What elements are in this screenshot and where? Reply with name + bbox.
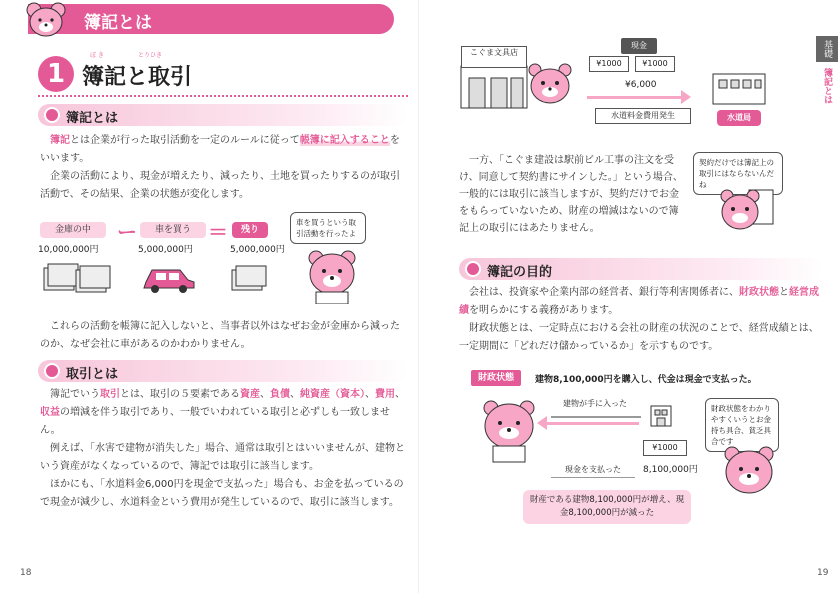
equals-sign: ＝ xyxy=(208,220,228,244)
keyword-operating-results: 経営成績 xyxy=(459,287,819,316)
paragraph-water-example: ほかにも、「水道料金6,000円を現金で支払った」場合も、お金を払っているので現金が減少し、水道料金という費用が発生しているので、取引に該当します。 xyxy=(40,479,404,508)
tag-safe: 金庫の中 xyxy=(40,222,106,238)
page-number-left: 18 xyxy=(20,568,32,578)
text-segment: をいいます。 xyxy=(40,135,400,164)
financial-position-tag: 財政状態 xyxy=(471,370,521,386)
amount-building: 8,100,000円 xyxy=(643,465,698,475)
paragraph-boki-definition xyxy=(40,132,408,168)
yen-bill-1: ¥1000 xyxy=(589,56,629,72)
arrow-left-head-icon xyxy=(537,416,547,430)
keyword-liability: 負債 xyxy=(270,389,290,400)
text-segment: の増減を伴う取引であり、一般でいわれている取引と必ずしも一致しません。 xyxy=(40,407,390,436)
keyword-highlight: 帳簿に記入する xyxy=(299,135,370,146)
expense-label: 水道料金費用発生 xyxy=(595,108,691,124)
amount-safe: 10,000,000円 xyxy=(38,245,99,255)
chapter-title: 簿記と取引 xyxy=(82,65,193,90)
example-statement: 建物8,100,000円を購入し、代金は現金で支払った。 xyxy=(535,375,757,385)
section-dot-icon xyxy=(44,107,60,123)
chapter-number: 1 xyxy=(38,56,74,92)
building-icon xyxy=(647,402,675,428)
text-segment: 会社は、投資家や企業内部の経営者、銀行等利害関係者に、 xyxy=(469,287,739,298)
section-title: 取引とは xyxy=(66,367,119,382)
text-segment: 、 xyxy=(365,389,375,400)
cash-label: 現金 xyxy=(621,38,657,54)
arrow-bottom-line xyxy=(545,422,639,425)
keyword-equity: 純資産（資本） xyxy=(300,389,365,400)
bear-contract-icon xyxy=(717,186,775,238)
right-page xyxy=(419,0,838,593)
page-number-right: 19 xyxy=(817,568,829,578)
bear-shopkeeper-icon xyxy=(525,62,575,110)
text-segment: とは、取引の５要素である xyxy=(120,389,240,400)
result-box: 財産である建物8,100,000円が増え、現金8,100,000円が減った xyxy=(523,490,691,524)
text-segment: と xyxy=(779,287,789,298)
side-tab-topic: 簿記とは xyxy=(822,68,832,104)
arrow-top-label: 建物が手に入った xyxy=(557,398,633,412)
shop-sign: こぐま文具店 xyxy=(461,46,527,68)
section-dot-icon xyxy=(44,363,60,379)
tag-buy-car: 車を買う xyxy=(140,222,206,238)
speech-bubble-financial: 財政状態をわかりやすくいうとお金持ち具合、貧乏具合です xyxy=(705,398,779,452)
cash-amount: ¥6,000 xyxy=(625,80,657,90)
paragraph-contract: 一方、「こぐま建設は駅前ビル工事の注文を受け、同意して契約書にサインした。」という場合、一般的には取引に該当しますが、契約だけでお金をもらっていないため、財産の増減はないので簿記上の取引にはあたりません。 xyxy=(459,155,683,234)
paragraph-five-elements xyxy=(40,386,408,440)
speech-bubble-contract: 契約だけでは簿記上の取引にはならないんだね xyxy=(693,152,783,195)
car-icon xyxy=(140,262,198,294)
payment-arrow xyxy=(587,96,687,99)
arrow-head-icon xyxy=(681,90,691,104)
amount-car: 5,000,000円 xyxy=(138,245,193,255)
keyword-financial-position: 財政状態 xyxy=(739,287,779,298)
paragraph-activity: 企業の活動により、現金が増えたり、減ったり、土地を買ったりするのが取引活動で、その結果、企業の状態が変化します。 xyxy=(40,171,400,200)
arrow-top-line xyxy=(551,416,641,418)
text-segment: 簿記でいう xyxy=(50,389,100,400)
water-bureau-building-icon xyxy=(709,70,769,106)
yen-bill-3: ¥1000 xyxy=(643,440,687,456)
header-bar xyxy=(28,4,394,34)
chapter-ruby-2: とりひき xyxy=(138,52,163,59)
section-title: 簿記の目的 xyxy=(487,265,553,280)
section-heading-boki xyxy=(38,104,408,126)
paragraph-flood-example: 例えば、「水害で建物が消失した」場合、通常は取引とはいいませんが、建物という資産がなくなっているので、簿記では取引に該当します。 xyxy=(40,443,405,472)
keyword-torihiki: 取引 xyxy=(100,389,120,400)
keyword-boki: 簿記 xyxy=(50,135,70,146)
paragraph-why-record: これらの活動を帳簿に記入しないと、当事者以外はなぜお金が金庫から減ったのか、なぜ会社に車があるのかわかりません。 xyxy=(40,321,400,350)
text-segment: を明らかにする義務があります。 xyxy=(469,305,619,316)
side-tab-basic: 基礎編 xyxy=(816,36,838,62)
amount-remaining: 5,000,000円 xyxy=(230,245,285,255)
keyword-asset: 資産 xyxy=(240,389,260,400)
bear-icon xyxy=(24,0,68,40)
text-segment: とは企業が行った取引活動を一定のルールに従って xyxy=(70,135,300,146)
text-segment: 、 xyxy=(395,389,405,400)
arrow-bottom-label: 現金を支払った xyxy=(551,464,635,478)
section-heading-purpose xyxy=(459,258,823,280)
keyword-revenue: 収益 xyxy=(40,407,60,418)
section-title: 簿記とは xyxy=(66,111,119,126)
bear-explainer-icon xyxy=(719,444,779,502)
speech-bubble-car: 車を買うという取引活動を行ったよ xyxy=(290,212,366,244)
paragraph-obligation xyxy=(459,284,823,320)
bear-character-icon xyxy=(302,248,362,304)
tag-remaining: 残り xyxy=(232,222,268,238)
paragraph-definitions: 財政状態とは、一定時点における会社の財産の状況のことで、経営成績とは、一定期間に「どれだけ儲かっているか」を示すものです。 xyxy=(459,323,819,352)
text-segment: 、 xyxy=(290,389,300,400)
water-bureau-label: 水道局 xyxy=(717,110,761,126)
minus-sign: ー xyxy=(117,220,137,244)
chapter-ruby-1: ぼ き xyxy=(90,52,104,59)
header-title: 簿記とは xyxy=(84,13,152,33)
section-dot-icon xyxy=(465,261,481,277)
text-segment: 、 xyxy=(260,389,270,400)
section-heading-torihiki xyxy=(38,360,408,382)
chapter-divider xyxy=(38,95,408,97)
cash-stack-icon xyxy=(42,262,112,294)
keyword-expense: 費用 xyxy=(375,389,395,400)
bear-pointing-icon xyxy=(477,398,547,464)
cash-remaining-icon xyxy=(230,262,270,294)
yen-bill-2: ¥1000 xyxy=(635,56,675,72)
keyword-highlight-2: こと xyxy=(369,135,390,146)
